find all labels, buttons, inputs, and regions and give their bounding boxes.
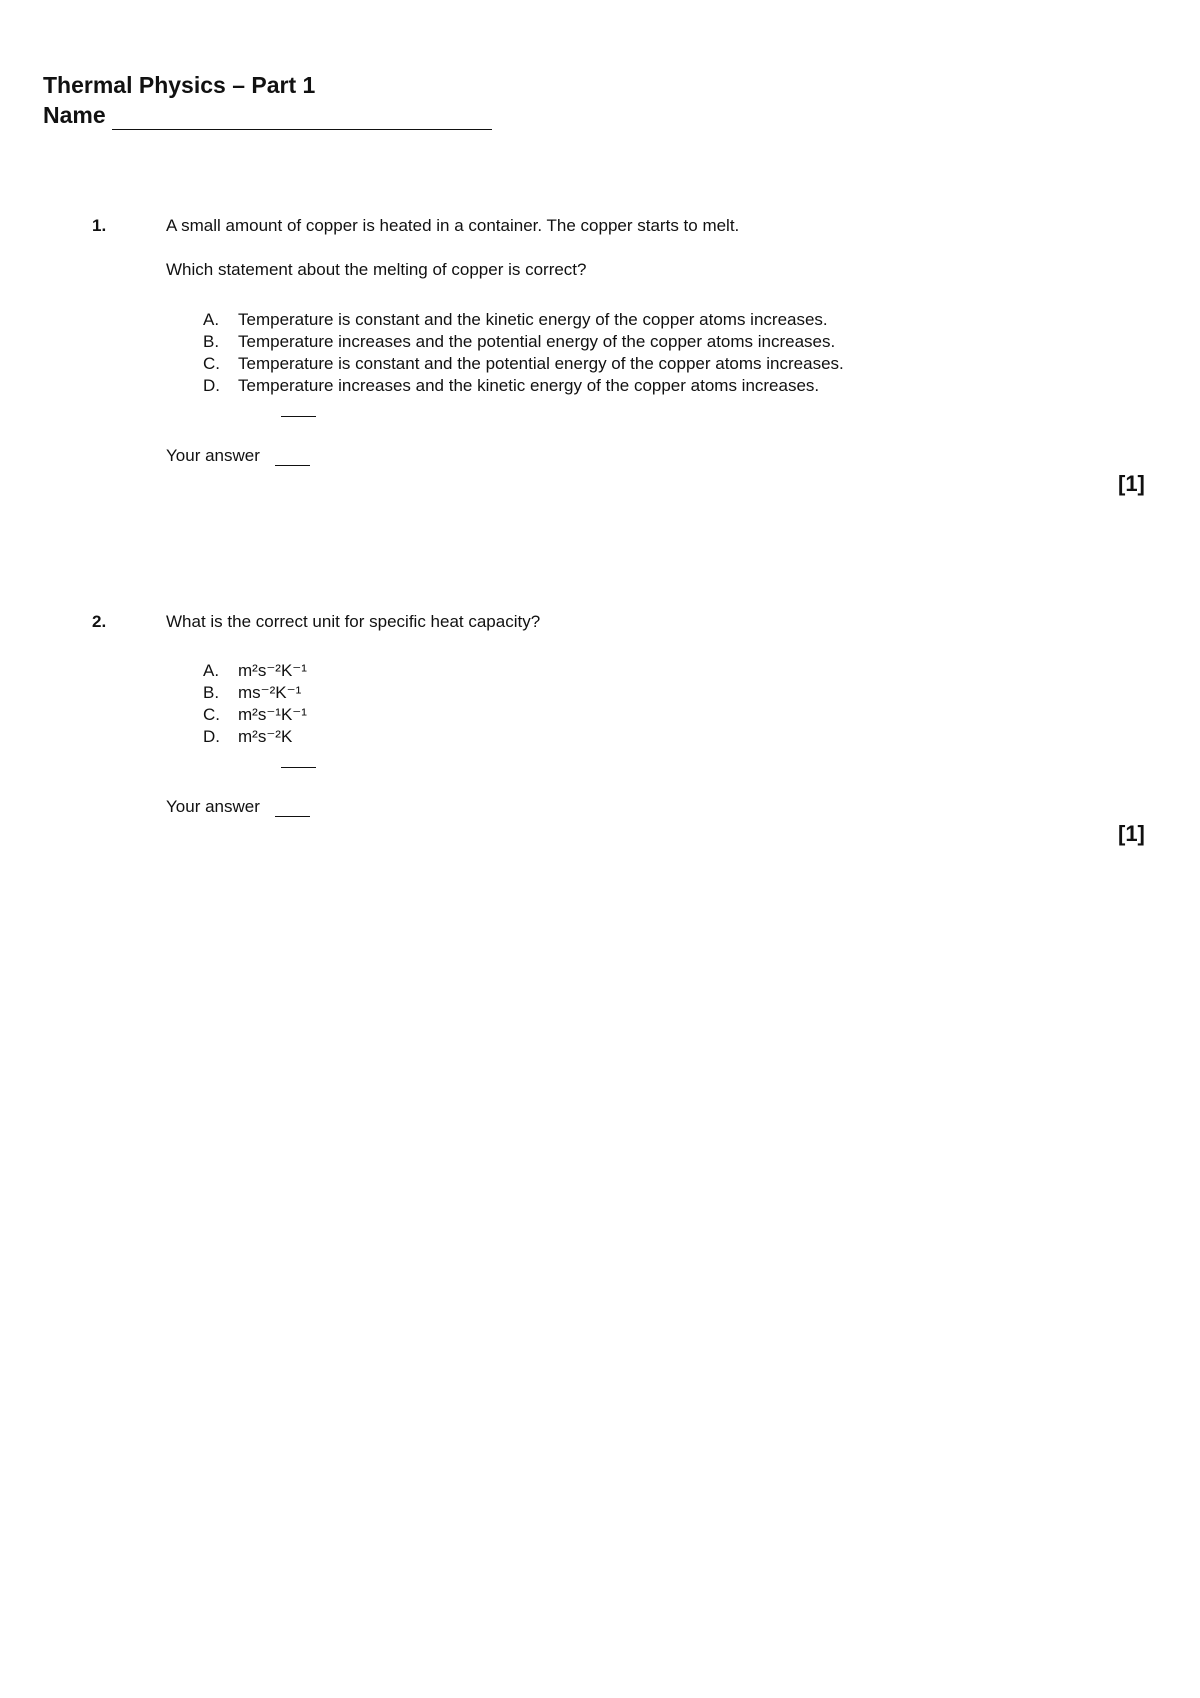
option-letter: B. [203,332,220,351]
option-d [203,375,819,397]
answer-input-line[interactable] [275,802,310,817]
worksheet-title: Thermal Physics – Part 1 [43,72,316,98]
answer-box-top [281,416,316,417]
option-a [203,660,307,682]
question-number: 1. [92,216,107,235]
option-a [203,309,828,331]
option-letter: C. [203,354,220,373]
name-label: Name [43,102,106,128]
answer-row [166,446,310,466]
option-c [203,704,307,726]
option-letter: D. [203,727,220,746]
answer-input-line[interactable] [275,451,310,466]
question-prompt: Which statement about the melting of copper is correct? [166,260,587,279]
option-letter: A. [203,310,220,329]
option-d [203,726,292,748]
worksheet-header [43,70,492,130]
answer-row [166,797,310,817]
answer-label: Your answer [166,446,260,465]
option-text: m²s⁻²K [238,727,293,746]
option-text: ms⁻²K⁻¹ [238,683,302,702]
name-field [43,100,492,130]
option-b [203,331,835,353]
option-text: m²s⁻¹K⁻¹ [238,705,307,724]
marks-label: [1] [1118,821,1145,846]
name-input-line[interactable] [112,107,492,130]
question-number: 2. [92,612,107,631]
question-stem: What is the correct unit for specific heat capacity? [166,612,541,631]
option-letter: B. [203,683,220,702]
option-text: Temperature is constant and the kinetic energy of the copper atoms increases. [238,310,828,329]
option-c [203,353,844,375]
option-letter: A. [203,661,220,680]
question-stem: A small amount of copper is heated in a container. The copper starts to melt. [166,216,740,235]
answer-label: Your answer [166,797,260,816]
option-letter: D. [203,376,220,395]
option-text: m²s⁻²K⁻¹ [238,661,307,680]
marks-label: [1] [1118,471,1145,496]
answer-box-top [281,767,316,768]
option-text: Temperature increases and the kinetic energy of the copper atoms increases. [238,376,820,395]
option-text: Temperature is constant and the potential energy of the copper atoms increases. [238,354,844,373]
option-text: Temperature increases and the potential energy of the copper atoms increases. [238,332,836,351]
option-letter: C. [203,705,220,724]
option-b [203,682,301,704]
